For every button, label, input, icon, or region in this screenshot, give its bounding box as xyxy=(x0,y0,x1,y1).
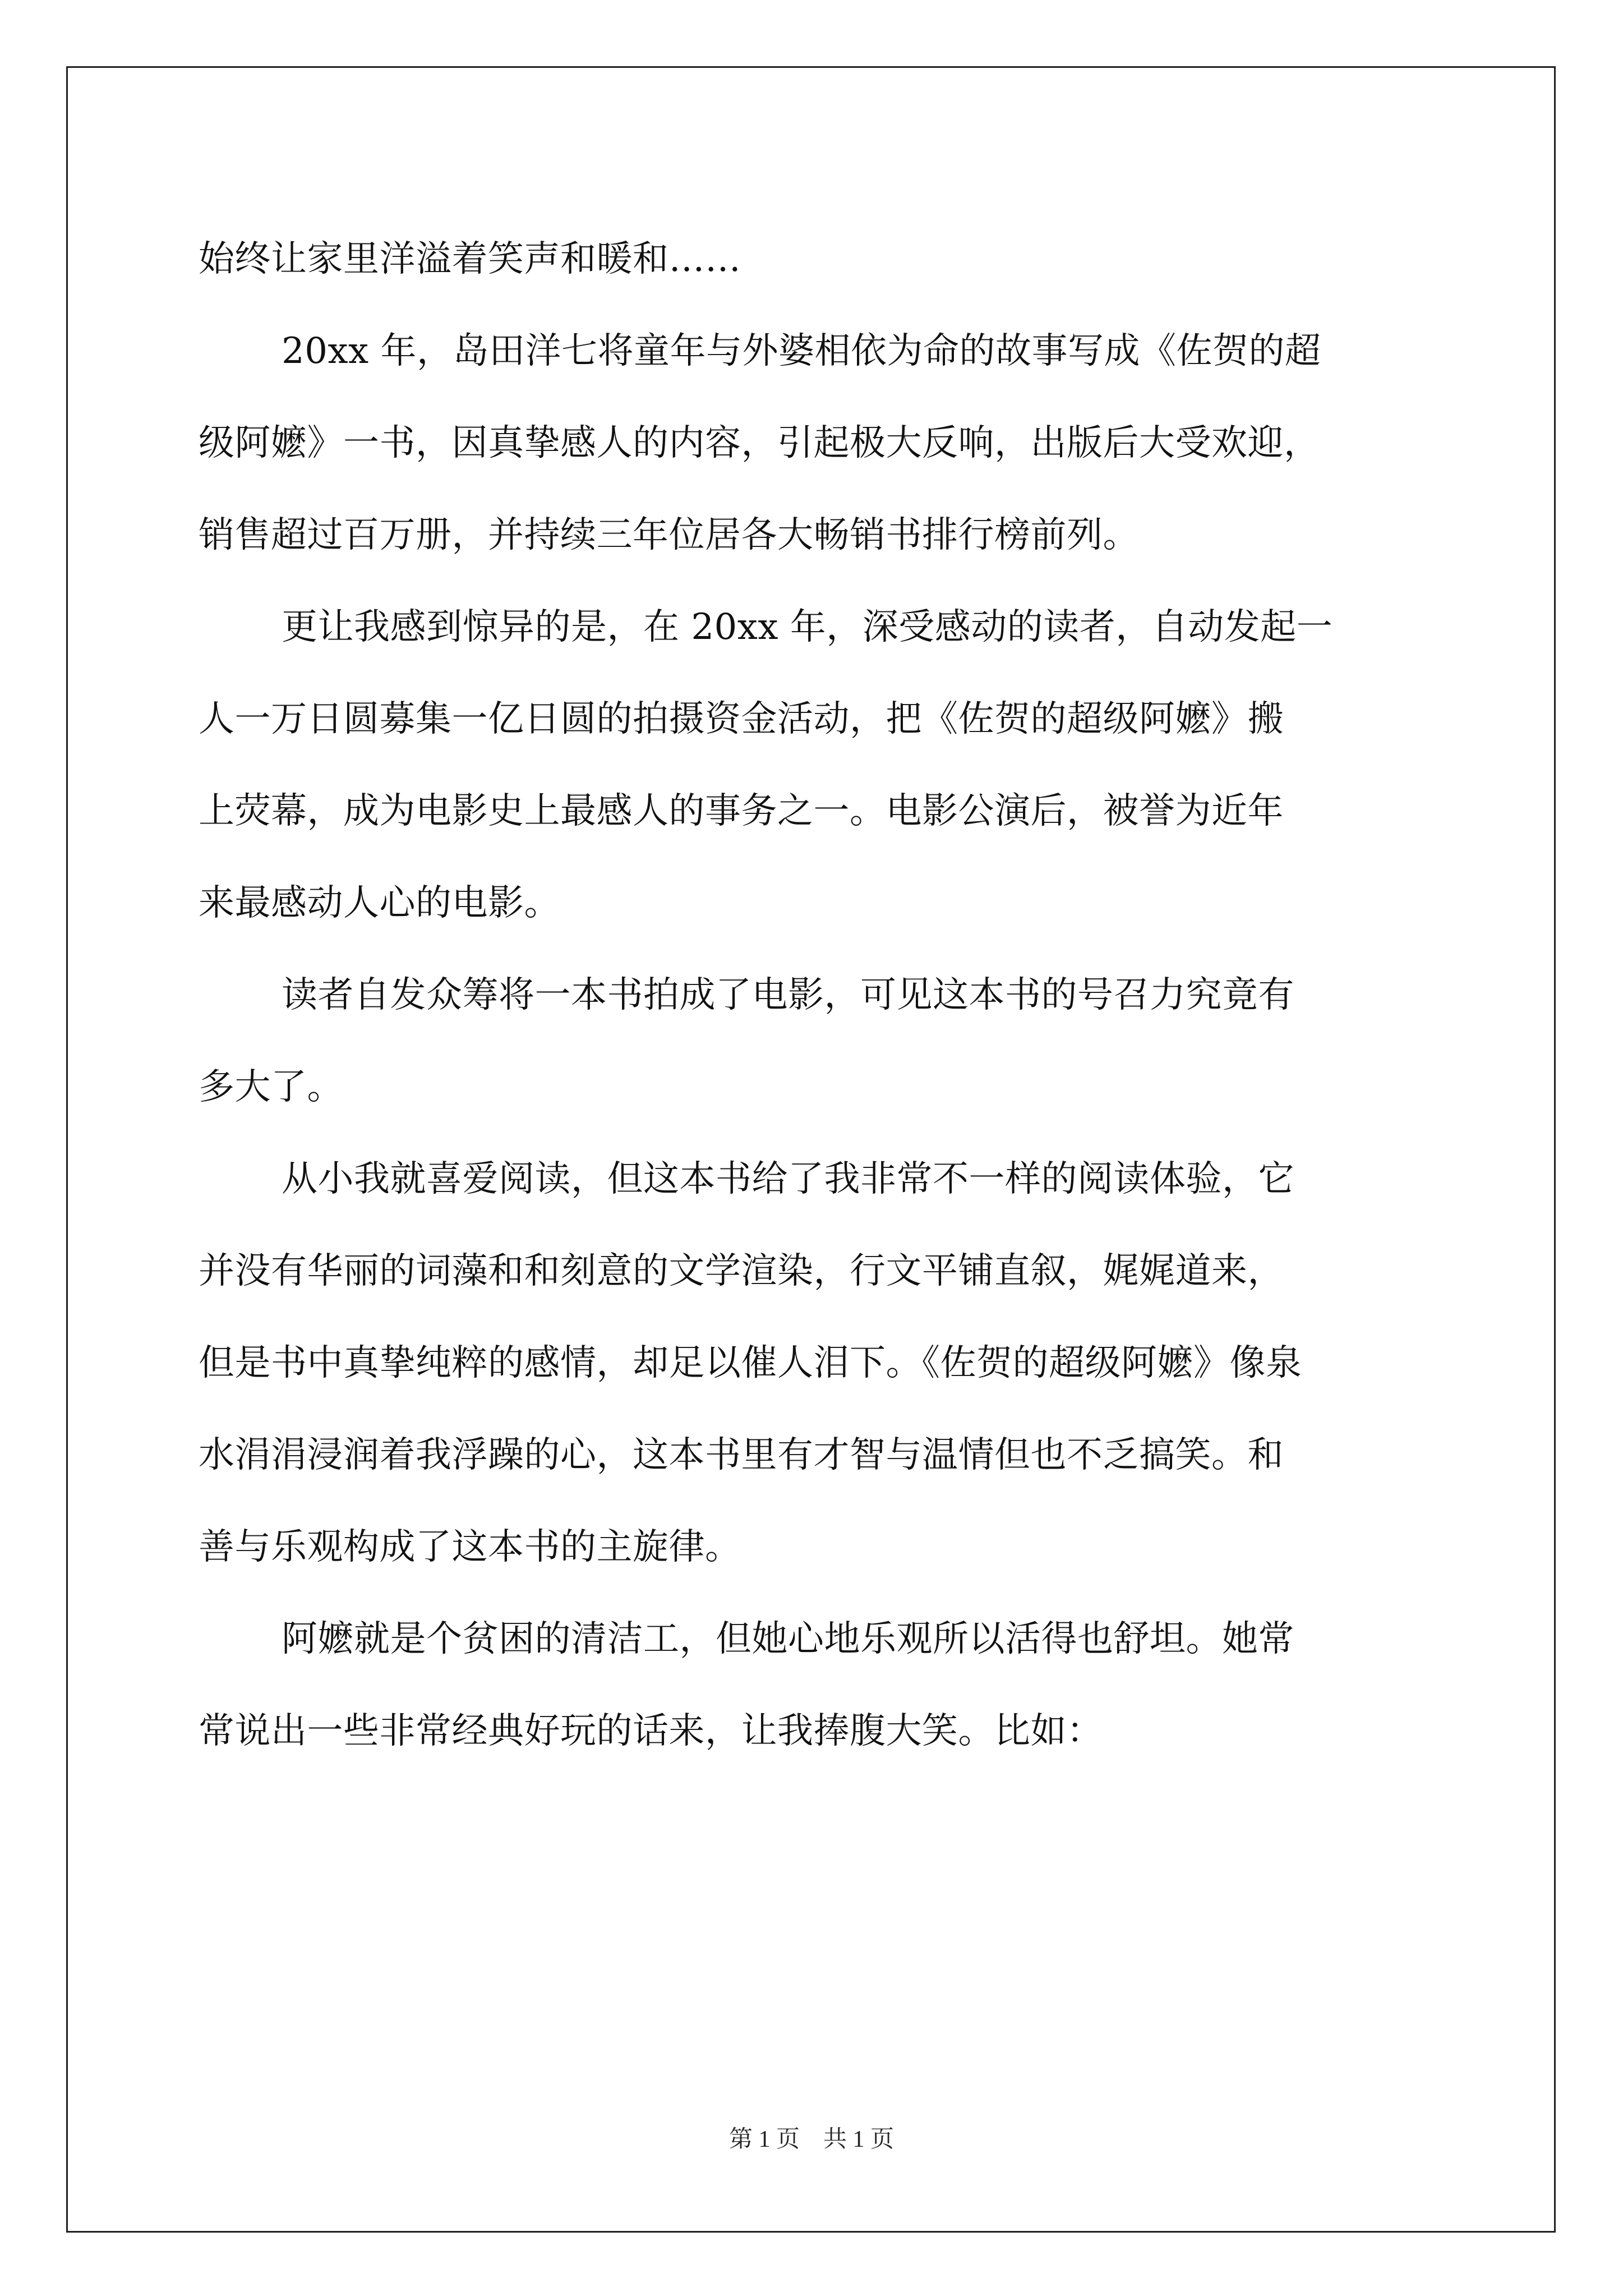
text-line: 水涓涓浸润着我浮躁的心，这本书里有才智与温情但也不乏搞笑。和 xyxy=(199,1434,1284,1476)
page-footer: 第 1 页 共 1 页 xyxy=(728,2127,894,2152)
text-line: 常说出一些非常经典好玩的话来，让我捧腹大笑。比如： xyxy=(199,1710,1103,1752)
text-line: 来最感动人心的电影。 xyxy=(199,882,560,924)
text-line: 读者自发众筹将一本书拍成了电影，可见这本书的号召力究竟有 xyxy=(282,974,1294,1016)
text-line: 级阿嬷》一书，因真挚感人的内容，引起极大反响，出版后大受欢迎， xyxy=(199,422,1320,464)
text-line: 善与乐观构成了这本书的主旋律。 xyxy=(199,1526,741,1568)
text-line: 并没有华丽的词藻和和刻意的文学渲染，行文平铺直叙，娓娓道来， xyxy=(199,1250,1284,1292)
text-line: 始终让家里洋溢着笑声和暖和…… xyxy=(199,238,741,280)
document-body xyxy=(199,213,1427,1777)
text-line: 但是书中真挚纯粹的感情，却足以催人泪下。《佐贺的超级阿嬷》像泉 xyxy=(199,1342,1302,1384)
text-line: 从小我就喜爱阅读，但这本书给了我非常不一样的阅读体验，它 xyxy=(282,1158,1294,1200)
text-line: 人一万日圆募集一亿日圆的拍摄资金活动，把《佐贺的超级阿嬷》搬 xyxy=(199,698,1284,740)
text-line: 上荧幕，成为电影史上最感人的事务之一。电影公演后，被誉为近年 xyxy=(199,790,1284,832)
text-line: 20xx 年，岛田洋七将童年与外婆相依为命的故事写成《佐贺的超 xyxy=(282,330,1321,372)
text-line: 销售超过百万册，并持续三年位居各大畅销书排行榜前列。 xyxy=(199,514,1139,556)
text-line: 多大了。 xyxy=(199,1066,343,1108)
text-line: 更让我感到惊异的是，在 20xx 年，深受感动的读者，自动发起一 xyxy=(282,606,1333,648)
text-line: 阿嬷就是个贫困的清洁工，但她心地乐观所以活得也舒坦。她常 xyxy=(282,1618,1294,1660)
